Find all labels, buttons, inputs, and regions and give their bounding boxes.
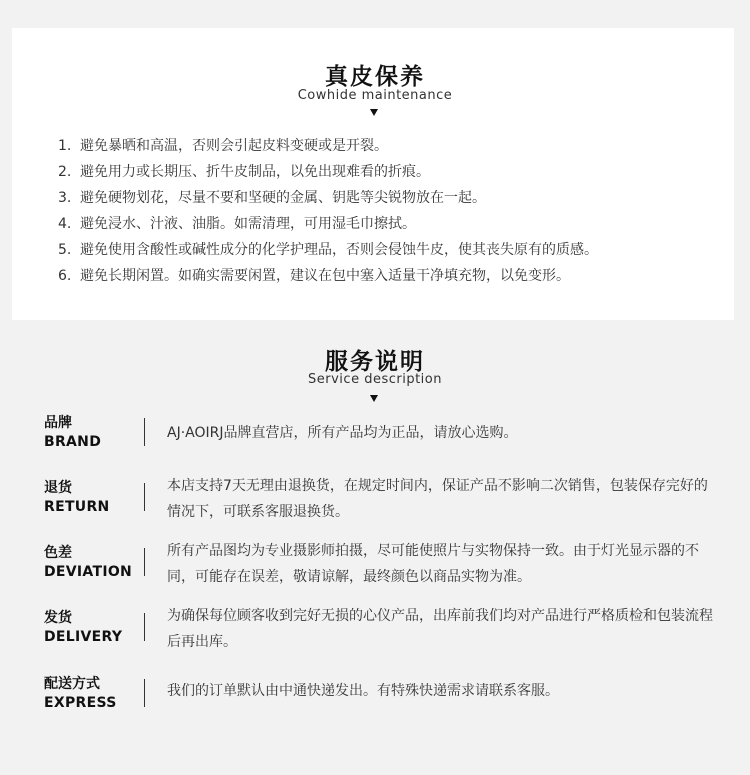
service-text: 本店支持7天无理由退换货，在规定时间内，保证产品不影响二次销售，包装保存完好的情况下，可联系客服退换货。 — [167, 478, 708, 520]
service-label-en: DEVIATION — [44, 564, 133, 580]
list-item — [58, 159, 738, 185]
divider — [144, 483, 145, 511]
service-subtitle: Service description — [308, 372, 442, 387]
service-label-en: DELIVERY — [44, 629, 123, 645]
service-label-en: BRAND — [44, 434, 102, 450]
divider — [144, 418, 145, 446]
service-label — [44, 609, 144, 647]
divider — [144, 548, 145, 576]
list-item-number: 1. — [58, 138, 72, 154]
service-title: 服务说明 — [325, 349, 425, 375]
care-subtitle: Cowhide maintenance — [297, 88, 453, 103]
service-label — [44, 479, 144, 517]
list-item-number: 3. — [58, 190, 72, 206]
service-label-cn: 发货 — [44, 610, 72, 626]
service-label — [44, 414, 144, 452]
list-item-text: 避免浸水、汁液、油脂。如需清理，可用湿毛巾擦拭。 — [80, 216, 416, 232]
divider — [144, 679, 145, 707]
triangle-down-icon — [370, 109, 378, 116]
service-label-en: EXPRESS — [44, 695, 117, 711]
service-text: AJ·AOIRJ品牌直营店，所有产品均为正品，请放心选购。 — [167, 425, 518, 441]
service-text: 为确保每位顾客收到完好无损的心仪产品，出库前我们均对产品进行严格质检和包装流程后再出库。 — [167, 608, 713, 650]
service-label — [44, 675, 144, 713]
list-item-number: 4. — [58, 216, 72, 232]
list-item-text: 避免长期闲置。如确实需要闲置，建议在包中塞入适量干净填充物，以免变形。 — [80, 268, 570, 284]
list-item-text: 避免使用含酸性或碱性成分的化学护理品，否则会侵蚀牛皮，使其丧失原有的质感。 — [80, 242, 598, 258]
service-label-cn: 退货 — [44, 480, 72, 496]
list-item-text: 避免硬物划花，尽量不要和坚硬的金属、钥匙等尖锐物放在一起。 — [80, 190, 486, 206]
list-item-text: 避免暴晒和高温，否则会引起皮料变硬或是开裂。 — [80, 138, 388, 154]
service-label-cn: 色差 — [44, 545, 72, 561]
service-text: 我们的订单默认由中通快递发出。有特殊快递需求请联系客服。 — [167, 683, 559, 699]
list-item — [58, 185, 738, 211]
list-item — [58, 133, 738, 159]
list-item — [58, 263, 738, 289]
service-label — [44, 544, 144, 582]
care-list — [58, 133, 738, 289]
service-label-cn: 配送方式 — [44, 676, 100, 692]
care-title: 真皮保养 — [325, 64, 425, 90]
service-label-cn: 品牌 — [44, 415, 72, 431]
triangle-down-icon — [370, 395, 378, 402]
list-item — [58, 211, 738, 237]
list-item-text: 避免用力或长期压、折牛皮制品，以免出现难看的折痕。 — [80, 164, 430, 180]
list-item-number: 5. — [58, 242, 72, 258]
list-item-number: 2. — [58, 164, 72, 180]
divider — [144, 613, 145, 641]
service-label-en: RETURN — [44, 499, 110, 515]
list-item — [58, 237, 738, 263]
service-text: 所有产品图均为专业摄影师拍摄，尽可能使照片与实物保持一致。由于灯光显示器的不同，可能存在误差，敬请谅解，最终颜色以商品实物为准。 — [167, 543, 699, 585]
list-item-number: 6. — [58, 268, 72, 284]
